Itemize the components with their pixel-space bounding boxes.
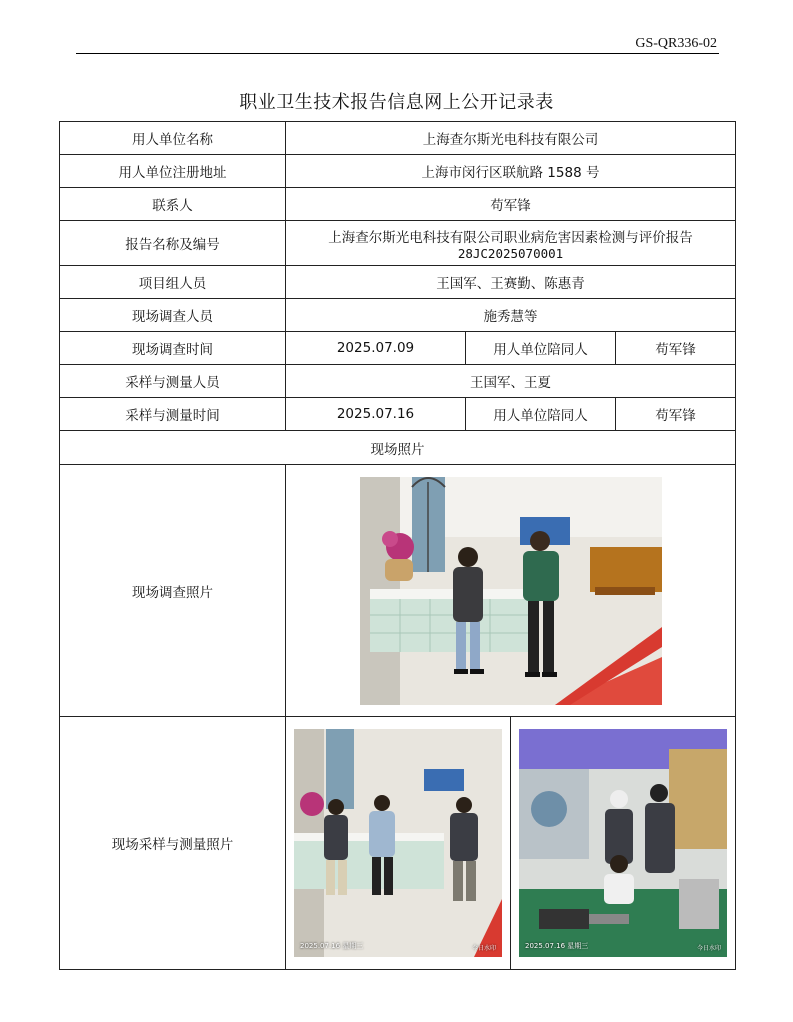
timestamp-left: 2025.07.16 星期三 bbox=[300, 942, 364, 950]
label-survey-escort: 用人单位陪同人 bbox=[466, 332, 616, 365]
label-report: 报告名称及编号 bbox=[60, 221, 286, 266]
row-survey-staff bbox=[60, 299, 736, 332]
label-survey-staff: 现场调查人员 bbox=[60, 299, 286, 332]
sampling-photo-left-image bbox=[294, 729, 502, 957]
label-sampling-escort: 用人单位陪同人 bbox=[466, 398, 616, 431]
value-survey-staff: 施秀慧等 bbox=[286, 299, 736, 332]
label-survey-time: 现场调查时间 bbox=[60, 332, 286, 365]
label-survey-photo: 现场调查照片 bbox=[60, 465, 286, 717]
header-rule bbox=[76, 53, 719, 54]
row-contact bbox=[60, 188, 736, 221]
row-team bbox=[60, 266, 736, 299]
row-sampling-time bbox=[60, 398, 736, 431]
row-photo-section bbox=[60, 431, 736, 465]
label-sampling-photo: 现场采样与测量照片 bbox=[60, 717, 286, 970]
label-sampling-time: 采样与测量时间 bbox=[60, 398, 286, 431]
watermark-left: 今日水印 bbox=[471, 945, 496, 952]
label-employer-name: 用人单位名称 bbox=[60, 122, 286, 155]
value-employer-address: 上海市闵行区联航路 1588 号 bbox=[286, 155, 736, 188]
value-sampling-escort: 苟军锋 bbox=[616, 398, 736, 431]
value-report bbox=[286, 221, 736, 266]
sampling-photo-left bbox=[294, 729, 502, 957]
label-contact: 联系人 bbox=[60, 188, 286, 221]
watermark-right: 今日水印 bbox=[696, 945, 721, 952]
value-contact: 苟军锋 bbox=[286, 188, 736, 221]
survey-photo-image bbox=[360, 477, 662, 705]
value-survey-date: 2025.07.09 bbox=[286, 332, 466, 365]
row-sampling-staff bbox=[60, 365, 736, 398]
sampling-photo-right-image bbox=[519, 729, 727, 957]
record-table bbox=[59, 121, 736, 970]
value-employer-name: 上海查尔斯光电科技有限公司 bbox=[286, 122, 736, 155]
survey-photo-cell bbox=[286, 465, 736, 717]
row-sampling-photo bbox=[60, 717, 736, 970]
label-employer-address: 用人单位注册地址 bbox=[60, 155, 286, 188]
survey-photo bbox=[360, 477, 662, 705]
row-employer-name bbox=[60, 122, 736, 155]
document-number: GS-QR336-02 bbox=[635, 36, 717, 51]
value-survey-escort: 苟军锋 bbox=[616, 332, 736, 365]
row-survey-time bbox=[60, 332, 736, 365]
value-sampling-date: 2025.07.16 bbox=[286, 398, 466, 431]
form-title: 职业卫生技术报告信息网上公开记录表 bbox=[239, 92, 554, 113]
report-code: 28JC2025070001 bbox=[457, 245, 564, 261]
sampling-photo-cell bbox=[286, 717, 736, 970]
value-sampling-staff: 王国军、王夏 bbox=[286, 365, 736, 398]
row-survey-photo bbox=[60, 465, 736, 717]
timestamp-right: 2025.07.16 星期三 bbox=[525, 942, 589, 950]
label-team: 项目组人员 bbox=[60, 266, 286, 299]
sampling-photo-right bbox=[519, 729, 727, 957]
value-team: 王国军、王赛勤、陈惠青 bbox=[286, 266, 736, 299]
row-employer-address bbox=[60, 155, 736, 188]
photo-section-title: 现场照片 bbox=[60, 431, 736, 465]
report-name: 上海查尔斯光电科技有限公司职业病危害因素检测与评价报告 bbox=[328, 229, 693, 246]
label-sampling-staff: 采样与测量人员 bbox=[60, 365, 286, 398]
row-report bbox=[60, 221, 736, 266]
